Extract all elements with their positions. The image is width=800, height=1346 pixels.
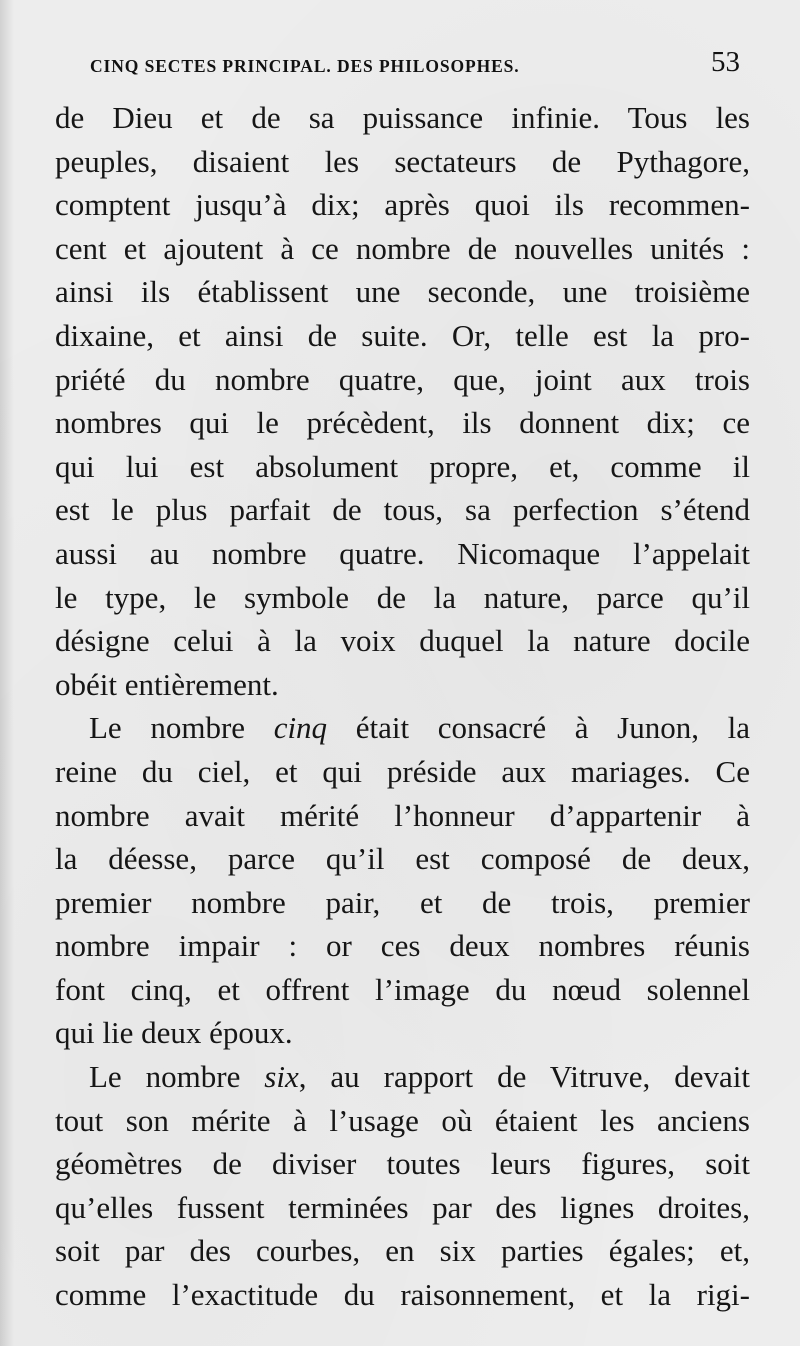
text-line: ainsi ils établissent une seconde, une troisième — [55, 274, 750, 310]
running-title: CINQ SECTES PRINCIPAL. DES PHILOSOPHES. — [90, 56, 520, 76]
italic-term: six — [264, 1059, 299, 1095]
text-line: géomètres de diviser toutes leurs figures, soit — [55, 1146, 750, 1182]
body-text — [55, 96, 750, 1317]
text-line: obéit entièrement. — [55, 666, 279, 702]
text-line: tout son mérite à l’usage où étaient les anciens — [55, 1102, 750, 1138]
text-line: comme l’exactitude du raisonnement, et la rigi- — [55, 1277, 750, 1313]
text-line: cent et ajoutent à ce nombre de nouvelles unités : — [55, 230, 750, 266]
text-line: font cinq, et offrent l’image du nœud solennel — [55, 971, 750, 1007]
page-gutter-shadow — [0, 0, 14, 1346]
text-line: soit par des courbes, en six parties égales; et, — [55, 1233, 750, 1269]
text-line: qu’elles fussent terminées par des lignes droites, — [55, 1189, 750, 1225]
text-line: la déesse, parce qu’il est composé de deux, — [55, 841, 750, 877]
text-line: de Dieu et de sa puissance infinie. Tous les — [55, 100, 750, 135]
text-line: aussi au nombre quatre. Nicomaque l’appelait — [55, 535, 750, 571]
text-line: désigne celui à la voix duquel la nature docile — [55, 623, 750, 659]
text-line: qui lie deux époux. — [55, 1015, 293, 1051]
text-line: le type, le symbole de la nature, parce qu’il — [55, 579, 750, 615]
text-line: peuples, disaient les sectateurs de Pythagore, — [55, 143, 750, 179]
text-run: était consacré à Junon, la — [327, 710, 751, 746]
text-line: qui lui est absolument propre, et, comme il — [55, 448, 750, 484]
text-run: Le nombre — [89, 1059, 265, 1095]
text-line: dixaine, et ainsi de suite. Or, telle est la pro- — [55, 317, 750, 353]
italic-term: cinq — [273, 710, 328, 746]
text-line: premier nombre pair, et de trois, premier — [55, 884, 750, 920]
text-line: nombres qui le précèdent, ils donnent dix; ce — [55, 405, 750, 441]
text-run: , au rapport de Vitruve, devait — [298, 1059, 750, 1095]
text-line: nombre avait mérité l’honneur d’appartenir à — [55, 797, 750, 833]
text-line: comptent jusqu’à dix; après quoi ils recommen- — [55, 187, 750, 223]
text-line: est le plus parfait de tous, sa perfection s’étend — [55, 492, 750, 528]
page-number: 53 — [711, 46, 740, 78]
paragraph-first-line — [55, 706, 750, 750]
text-line: nombre impair : or ces deux nombres réunis — [55, 928, 750, 964]
text-line: priété du nombre quatre, que, joint aux trois — [55, 361, 750, 397]
running-head — [90, 46, 740, 80]
paragraph-first-line — [55, 1055, 750, 1099]
text-run: Le nombre — [89, 710, 274, 746]
text-line: reine du ciel, et qui préside aux mariages. Ce — [55, 753, 750, 789]
